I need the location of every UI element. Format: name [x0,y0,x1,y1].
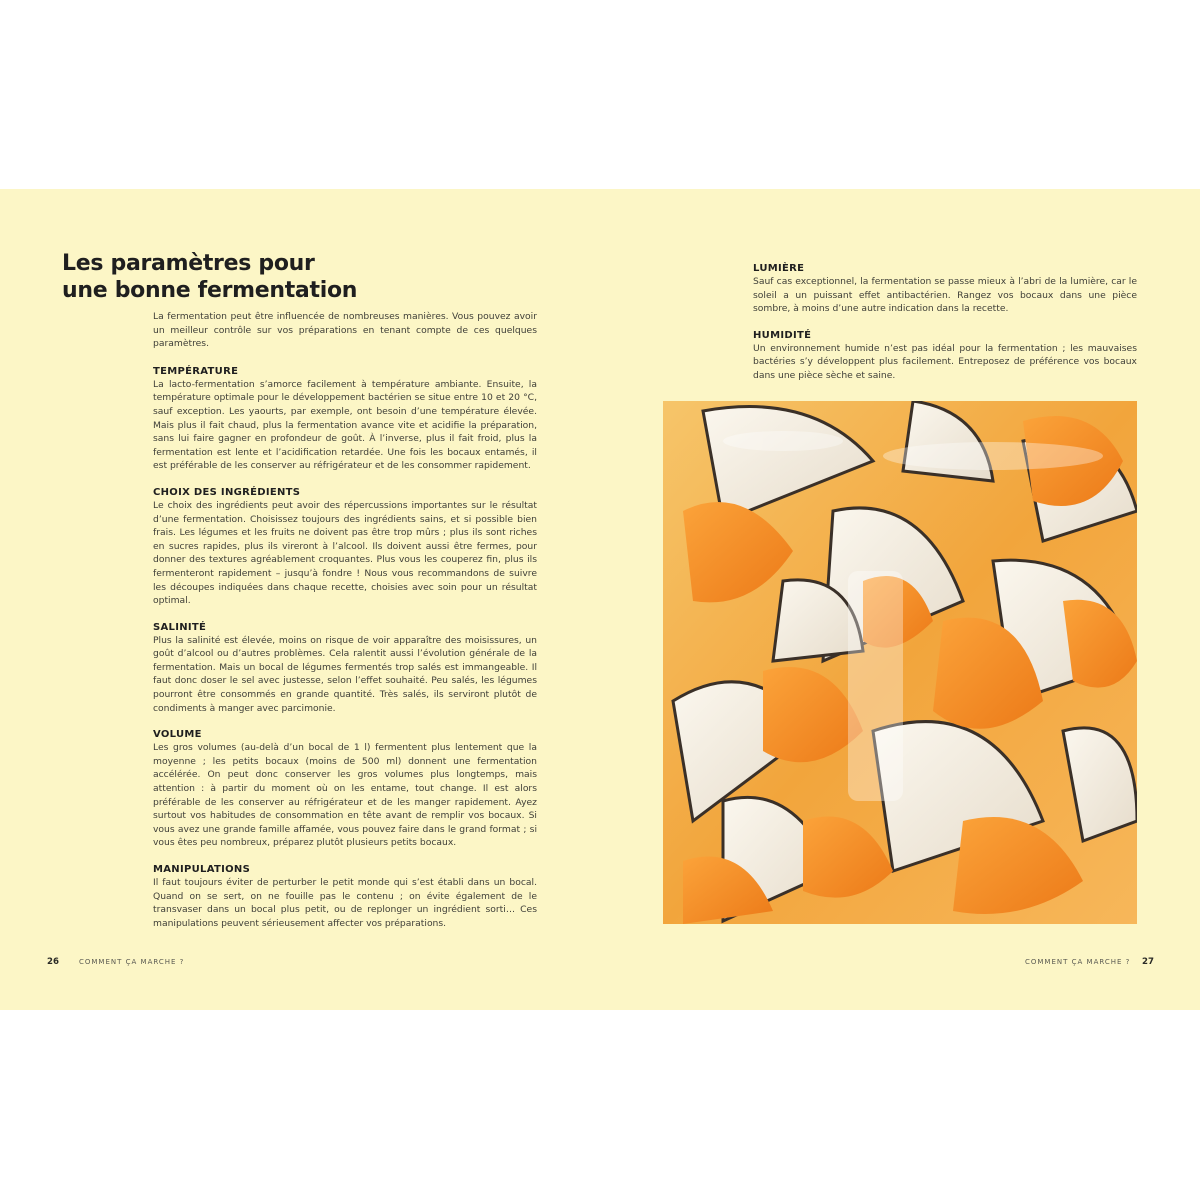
section-text: La lacto-fermentation s’amorce facilement à température ambiante. Ensuite, la température optimale pour le développement bactérien se situe entre 10 et 20 °C, sauf exception. Les yaourts, par exemple, ont besoin d’une température élevée. Mais plus il fait chaud, plus la fermentation avance vite et acidifie la préparation, sans lui faire gagner en profondeur de goût. À l’inverse, plus il fait froid, plus la fermentation est lente et l’acidification retardée. Une fois les bocaux entamés, il est préférable de les conserver au réfrigérateur et de les consommer rapidement. [153,378,537,472]
right-column [753,262,1137,396]
page-title [62,250,357,304]
section-heading: MANIPULATIONS [153,864,251,875]
section-ingredients [153,486,537,608]
vegetable-slices-illustration [663,401,1137,924]
section-light [753,262,1137,316]
page-number-right: 27 [1142,957,1154,967]
running-head-right: COMMENT ÇA MARCHE ? [1025,958,1131,966]
section-humidity [753,329,1137,383]
left-column [153,310,537,943]
page-number-left: 26 [47,957,59,967]
section-text: Le choix des ingrédients peut avoir des répercussions importantes sur le résultat d’une fermentation. Choisissez toujours des ingrédients sains, et si possible bien frais. Les légumes et les fruits ne doivent pas être trop mûrs ; plus ils sont riches en sucres rapides, plus ils vireront à l’alcool. Ils doivent aussi être fermes, pour donner des textures agréablement croquantes. Plus vous les couperez fin, plus ils fermenteront rapidement – jusqu’à fondre ! Nous vous recommandons de suivre les découpes indiquées dans chaque recette, choisies avec soin pour un résultat optimal. [153,499,537,607]
section-text: Plus la salinité est élevée, moins on risque de voir apparaître des moisissures, un goût d’alcool ou d’autres problèmes. Cela ralentit aussi l’évolution générale de la fermentation. Mais un bocal de légumes fermentés trop salés est immangeable. Il faut donc doser le sel avec justesse, selon l’effet souhaité. Peu salés, les légumes pourront être consommés en grande quantité. Très salés, ils serviront plutôt de condiments à manger avec parcimonie. [153,634,537,714]
section-text: Sauf cas exceptionnel, la fermentation se passe mieux à l’abri de la lumière, car le soleil a un puissant effet antibactérien. Rangez vos bocaux dans une pièce sombre, à moins d’une autre indication dans la recette. [753,276,1137,315]
section-heading: CHOIX DES INGRÉDIENTS [153,486,301,498]
title-line-1: Les paramètres pour [62,251,315,276]
section-volume [153,728,537,850]
section-heading: TEMPÉRATURE [153,365,239,377]
section-salinity [153,621,537,716]
title-line-2: une bonne fermentation [62,278,358,303]
section-heading: SALINITÉ [153,621,207,633]
section-text: Un environnement humide n’est pas idéal pour la fermentation ; les mauvaises bactéries s’y développent plus facilement. Entreposez de préférence vos bocaux dans une pièce sèche et saine. [753,342,1137,381]
section-manipulations [153,863,537,930]
section-temperature [153,365,537,473]
fermented-vegetables-photo [663,401,1137,924]
section-heading: LUMIÈRE [753,263,805,274]
section-text: Il faut toujours éviter de perturber le petit monde qui s’est établi dans un bocal. Quand on se sert, on ne fouille pas le contenu ; on évite également de le transvaser dans un bocal plus petit, ou de replonger un ingrédient sorti… Ces manipulations peuvent sérieusement affecter vos préparations. [153,877,537,929]
intro-paragraph: La fermentation peut être influencée de nombreuses manières. Vous pouvez avoir un meilleur contrôle sur vos préparations en tenant compte de ces quelques paramètres. [153,311,537,350]
section-heading: HUMIDITÉ [753,329,812,341]
section-text: Les gros volumes (au-delà d’un bocal de 1 l) fermentent plus lentement que la moyenne ; les petits bocaux (moins de 500 ml) donnent une fermentation accélérée. On peut donc conserver les gros volumes plus longtemps, mais attention : à partir du moment où on les entame, tout change. Il est alors préférable de les conserver au réfrigérateur et de les manger rapidement. Ayez surtout vos habitudes de consommation en tête avant de remplir vos bocaux. Si vous avez une grande famille affamée, vous pouvez faire dans le grand format ; si vous êtes peu nombreux, préparez plutôt plusieurs petits bocaux. [153,742,537,849]
section-heading: VOLUME [153,729,202,741]
running-head-left: COMMENT ÇA MARCHE ? [79,958,185,966]
